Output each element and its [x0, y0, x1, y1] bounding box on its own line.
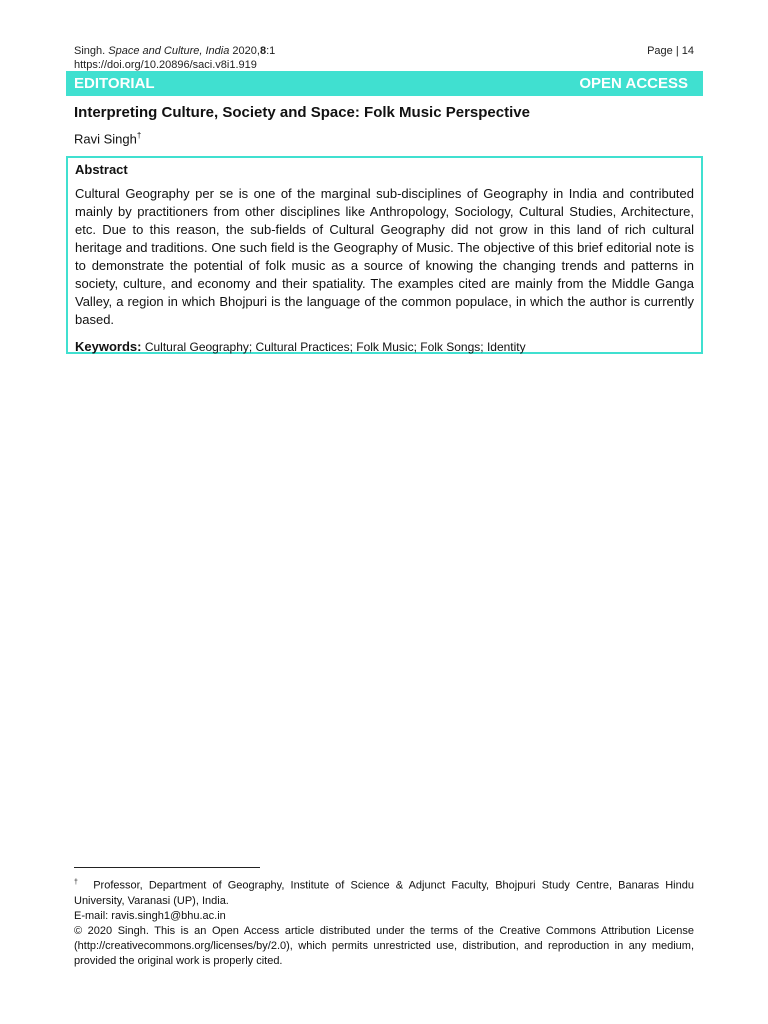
abstract-text: Cultural Geography per se is one of the marginal sub-disciplines of Geography in India and contributed mainly by practitioners from other disciplines like Anthropology, Sociology, Cultural Studies, Architecture, etc. Due to this reason, the sub-fields of Cultural Geography did not grow in this land of rich cultural heritage and traditions. One such field is the Geography of Music. The objective of this brief editorial note is to demonstrate the potential of folk music as a source of knowing the changing trends and patterns in society, culture, and economy and their spatiality. The examples cited are mainly from the Middle Ganga Valley, a region in which Bhojpuri is the language of the common populace, in which the author is currently based.: [75, 186, 694, 327]
citation-volume: 8: [259, 45, 267, 57]
footnote-license: © 2020 Singh. This is an Open Access article distributed under the terms of the Creative Commons Attribution License (http://creativecommons.org/licenses/by/2.0), which permits unrestricted use, distribution, and reproduction in any medium, provided the original work is properly cited.: [74, 924, 694, 967]
footnote-email[interactable]: E-mail: ravis.singh1@bhu.ac.in: [74, 909, 226, 922]
keywords-label: Keywords:: [75, 339, 142, 354]
citation-author: Singh.: [74, 45, 106, 57]
doi-link[interactable]: https://doi.org/10.20896/saci.v8i1.919: [74, 59, 257, 71]
running-header-citation: [74, 44, 275, 72]
citation-year: 2020,: [232, 45, 260, 57]
citation-line: [74, 44, 275, 58]
footnote-affiliation: Professor, Department of Geography, Institute of Science & Adjunct Faculty, Bhojpuri Study Centre, Banaras Hindu University, Varanasi (UP), India.: [74, 879, 694, 907]
abstract-heading: Abstract: [75, 162, 128, 177]
footnote: [74, 875, 694, 969]
author-name: Ravi Singh: [74, 131, 137, 147]
banner-editorial-label: EDITORIAL: [74, 75, 155, 92]
author-line: [74, 131, 141, 146]
footnote-mark: †: [74, 879, 81, 886]
footnote-divider: [74, 867, 260, 868]
section-banner: [66, 71, 703, 96]
keywords-line: [75, 339, 694, 354]
footnote-affiliation-line: [74, 875, 694, 909]
citation-journal: Space and Culture, India: [108, 45, 230, 57]
banner-open-access-label: OPEN ACCESS: [579, 75, 688, 92]
citation-issue: :1: [266, 45, 276, 57]
article-title: Interpreting Culture, Society and Space: Folk Music Perspective: [74, 104, 530, 121]
author-footnote-mark: †: [136, 131, 142, 140]
keywords-list: Cultural Geography; Cultural Practices; Folk Music; Folk Songs; Identity: [144, 340, 526, 354]
abstract-box: [66, 156, 703, 354]
page-number: Page | 14: [647, 45, 694, 57]
